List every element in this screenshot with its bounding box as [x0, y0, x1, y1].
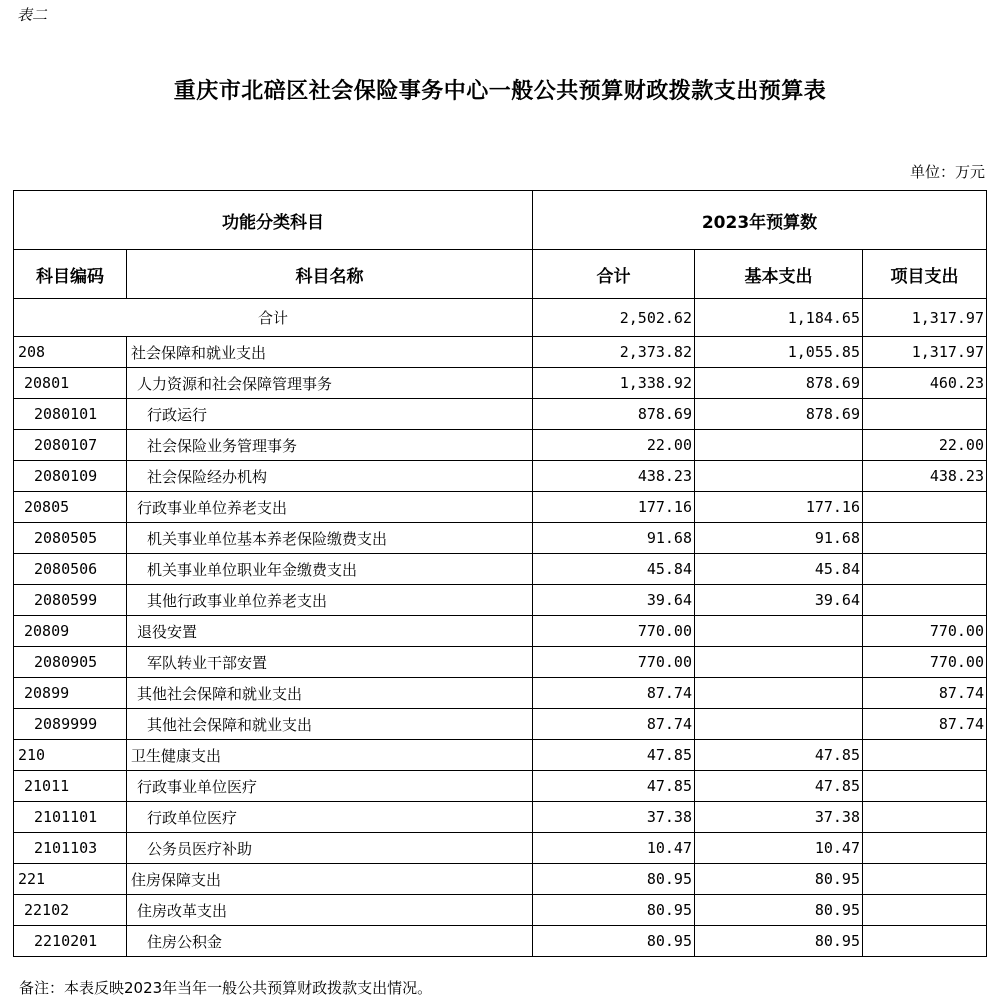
project-cell: [863, 926, 987, 957]
header-row-group: [14, 191, 987, 250]
project-cell: [863, 399, 987, 430]
budget-table-body: [14, 191, 987, 957]
name-cell: 人力资源和社会保障管理事务: [127, 368, 533, 399]
code-cell: 2080109: [14, 461, 127, 492]
total-cell: 80.95: [533, 895, 695, 926]
name-cell: 军队转业干部安置: [127, 647, 533, 678]
basic-cell: [695, 461, 863, 492]
table-row: [14, 864, 987, 895]
header-project: 项目支出: [863, 250, 987, 299]
table-row: [14, 368, 987, 399]
name-cell: 行政事业单位医疗: [127, 771, 533, 802]
total-cell: 770.00: [533, 647, 695, 678]
table-row: [14, 647, 987, 678]
total-cell: 91.68: [533, 523, 695, 554]
project-cell: 460.23: [863, 368, 987, 399]
basic-cell: 47.85: [695, 740, 863, 771]
project-cell: 87.74: [863, 709, 987, 740]
name-cell: 住房改革支出: [127, 895, 533, 926]
basic-cell: 80.95: [695, 895, 863, 926]
basic-cell: 80.95: [695, 864, 863, 895]
table-row: [14, 802, 987, 833]
total-cell: 87.74: [533, 709, 695, 740]
name-cell: 其他行政事业单位养老支出: [127, 585, 533, 616]
total-cell: 47.85: [533, 740, 695, 771]
code-cell: 20805: [14, 492, 127, 523]
basic-cell: [695, 709, 863, 740]
basic-cell: 80.95: [695, 926, 863, 957]
project-cell: [863, 740, 987, 771]
basic-cell: 91.68: [695, 523, 863, 554]
table-row: [14, 399, 987, 430]
total-cell: 87.74: [533, 678, 695, 709]
total-label: 合计: [14, 299, 533, 337]
total-row: [14, 299, 987, 337]
project-cell: 1,317.97: [863, 337, 987, 368]
total-cell: 438.23: [533, 461, 695, 492]
basic-cell: 47.85: [695, 771, 863, 802]
project-cell: 438.23: [863, 461, 987, 492]
code-cell: 210: [14, 740, 127, 771]
code-cell: 2089999: [14, 709, 127, 740]
basic-cell: 39.64: [695, 585, 863, 616]
code-cell: 221: [14, 864, 127, 895]
name-cell: 其他社会保障和就业支出: [127, 678, 533, 709]
budget-table: [13, 190, 987, 957]
table-row: [14, 461, 987, 492]
project-cell: 770.00: [863, 647, 987, 678]
code-cell: 20801: [14, 368, 127, 399]
basic-cell: 878.69: [695, 368, 863, 399]
footnote: 备注：本表反映2023年当年一般公共预算财政拨款支出情况。: [19, 979, 433, 997]
project-cell: [863, 492, 987, 523]
header-budget-year: 2023年预算数: [533, 191, 987, 250]
code-cell: 2080107: [14, 430, 127, 461]
header-function-category: 功能分类科目: [14, 191, 533, 250]
total-cell: 80.95: [533, 864, 695, 895]
project-cell: [863, 771, 987, 802]
unit-label: 单位：万元: [909, 163, 985, 181]
total-sum: 2,502.62: [533, 299, 695, 337]
name-cell: 行政事业单位养老支出: [127, 492, 533, 523]
table-row: [14, 709, 987, 740]
name-cell: 卫生健康支出: [127, 740, 533, 771]
project-cell: [863, 833, 987, 864]
total-basic: 1,184.65: [695, 299, 863, 337]
total-cell: 878.69: [533, 399, 695, 430]
table-row: [14, 585, 987, 616]
header-total: 合计: [533, 250, 695, 299]
basic-cell: 45.84: [695, 554, 863, 585]
total-cell: 37.38: [533, 802, 695, 833]
page-title: 重庆市北碚区社会保险事务中心一般公共预算财政拨款支出预算表: [173, 78, 827, 104]
basic-cell: 1,055.85: [695, 337, 863, 368]
project-cell: [863, 523, 987, 554]
total-cell: 177.16: [533, 492, 695, 523]
name-cell: 机关事业单位职业年金缴费支出: [127, 554, 533, 585]
total-cell: 39.64: [533, 585, 695, 616]
name-cell: 社会保险经办机构: [127, 461, 533, 492]
basic-cell: 878.69: [695, 399, 863, 430]
name-cell: 社会保险业务管理事务: [127, 430, 533, 461]
code-cell: 2080905: [14, 647, 127, 678]
name-cell: 退役安置: [127, 616, 533, 647]
name-cell: 行政单位医疗: [127, 802, 533, 833]
code-cell: 21011: [14, 771, 127, 802]
table-number-label: 表二: [17, 6, 48, 24]
basic-cell: 10.47: [695, 833, 863, 864]
name-cell: 行政运行: [127, 399, 533, 430]
table-row: [14, 616, 987, 647]
name-cell: 住房保障支出: [127, 864, 533, 895]
total-project: 1,317.97: [863, 299, 987, 337]
code-cell: 20809: [14, 616, 127, 647]
total-cell: 10.47: [533, 833, 695, 864]
table-row: [14, 678, 987, 709]
code-cell: 2101103: [14, 833, 127, 864]
project-cell: [863, 554, 987, 585]
project-cell: [863, 802, 987, 833]
table-row: [14, 740, 987, 771]
total-cell: 2,373.82: [533, 337, 695, 368]
total-cell: 47.85: [533, 771, 695, 802]
table-row: [14, 926, 987, 957]
basic-cell: [695, 647, 863, 678]
basic-cell: [695, 678, 863, 709]
code-cell: 2080506: [14, 554, 127, 585]
project-cell: [863, 895, 987, 926]
total-cell: 45.84: [533, 554, 695, 585]
project-cell: 87.74: [863, 678, 987, 709]
project-cell: [863, 864, 987, 895]
table-row: [14, 430, 987, 461]
project-cell: 770.00: [863, 616, 987, 647]
table-row: [14, 895, 987, 926]
header-code: 科目编码: [14, 250, 127, 299]
basic-cell: 177.16: [695, 492, 863, 523]
code-cell: 2080505: [14, 523, 127, 554]
total-cell: 80.95: [533, 926, 695, 957]
table-row: [14, 492, 987, 523]
project-cell: 22.00: [863, 430, 987, 461]
header-row-columns: [14, 250, 987, 299]
name-cell: 公务员医疗补助: [127, 833, 533, 864]
table-row: [14, 523, 987, 554]
name-cell: 住房公积金: [127, 926, 533, 957]
code-cell: 2080599: [14, 585, 127, 616]
project-cell: [863, 585, 987, 616]
code-cell: 2080101: [14, 399, 127, 430]
name-cell: 其他社会保障和就业支出: [127, 709, 533, 740]
basic-cell: [695, 430, 863, 461]
table-row: [14, 337, 987, 368]
basic-cell: [695, 616, 863, 647]
code-cell: 2101101: [14, 802, 127, 833]
name-cell: 社会保障和就业支出: [127, 337, 533, 368]
table-row: [14, 554, 987, 585]
code-cell: 22102: [14, 895, 127, 926]
code-cell: 2210201: [14, 926, 127, 957]
code-cell: 208: [14, 337, 127, 368]
basic-cell: 37.38: [695, 802, 863, 833]
total-cell: 770.00: [533, 616, 695, 647]
table-row: [14, 771, 987, 802]
total-cell: 22.00: [533, 430, 695, 461]
name-cell: 机关事业单位基本养老保险缴费支出: [127, 523, 533, 554]
code-cell: 20899: [14, 678, 127, 709]
table-row: [14, 833, 987, 864]
header-basic: 基本支出: [695, 250, 863, 299]
total-cell: 1,338.92: [533, 368, 695, 399]
header-name: 科目名称: [127, 250, 533, 299]
